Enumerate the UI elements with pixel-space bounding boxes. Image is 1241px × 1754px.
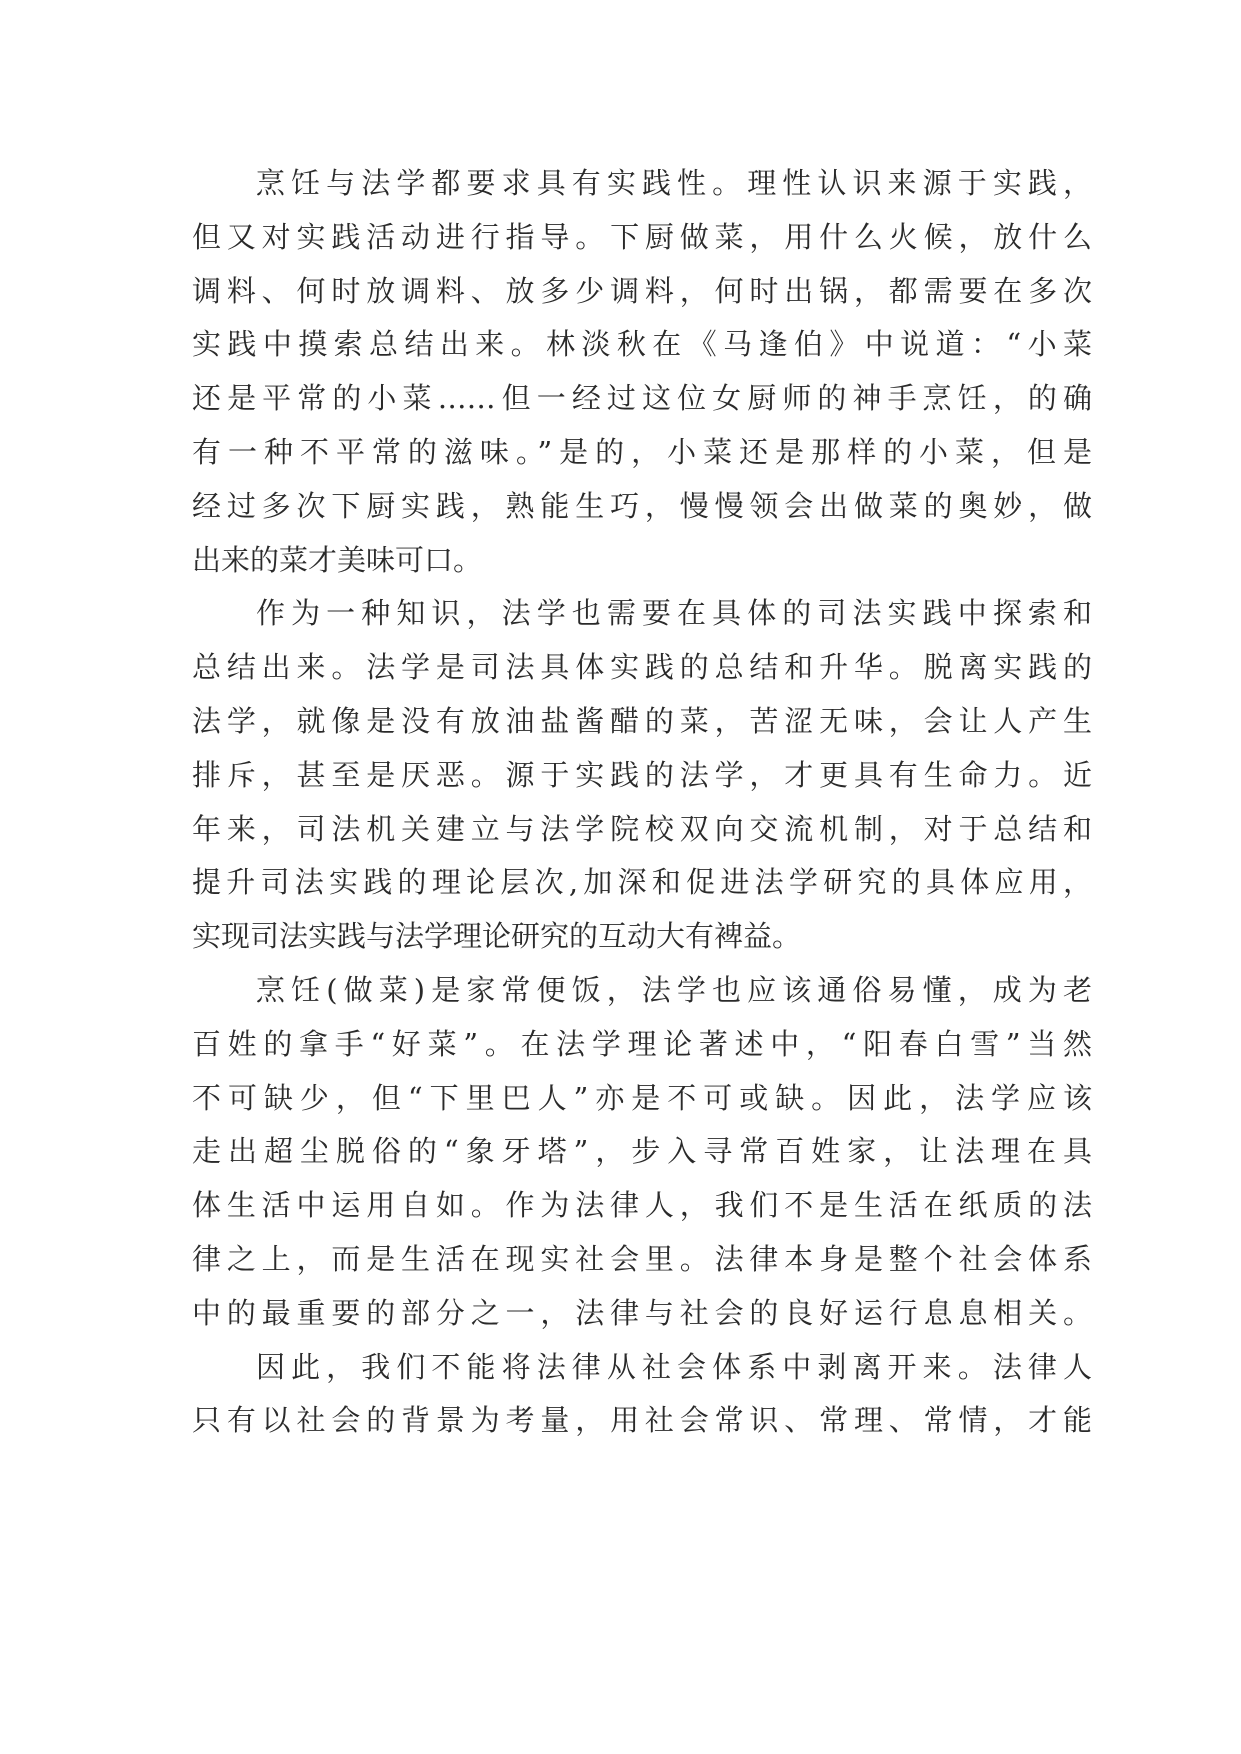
text-line: 出来的菜才美味可口。 [192, 542, 483, 577]
paragraph-4 [192, 1341, 1092, 1449]
text-line: 烹饪(做菜)是家常便饭，法学也应该通俗易懂，成为老 [256, 972, 1092, 1007]
text-line: 作为一种知识，法学也需要在具体的司法实践中探索和 [256, 596, 1092, 631]
text-line: 百姓的拿手“好菜”。在法学理论著述中，“阳春白雪”当然 [192, 1026, 1092, 1061]
text-line: 烹饪与法学都要求具有实践性。理性认识来源于实践， [256, 166, 1092, 200]
text-line: 排斥，甚至是厌恶。源于实践的法学，才更具有生命力。近 [192, 757, 1092, 792]
text-line: 还是平常的小菜……但一经过这位女厨师的神手烹饪，的确 [192, 381, 1092, 416]
text-line: 实践中摸索总结出来。林淡秋在《马逢伯》中说道：“小菜 [192, 327, 1092, 362]
text-line: 经过多次下厨实践，熟能生巧，慢慢领会出做菜的奥妙，做 [192, 488, 1092, 523]
text-line: 但又对实践活动进行指导。下厨做菜，用什么火候，放什么 [192, 219, 1092, 254]
text-line: 提升司法实践的理论层次,加深和促进法学研究的具体应用， [192, 865, 1092, 900]
text-line: 调料、何时放调料、放多少调料，何时出锅，都需要在多次 [192, 273, 1092, 308]
text-line: 律之上，而是生活在现实社会里。法律本身是整个社会体系 [192, 1241, 1092, 1276]
paragraph-3 [192, 964, 1092, 1341]
paragraph-1 [192, 157, 1092, 587]
text-line: 因此，我们不能将法律从社会体系中剥离开来。法律人 [256, 1349, 1092, 1384]
text-line: 走出超尘脱俗的“象牙塔”，步入寻常百姓家，让法理在具 [192, 1134, 1092, 1169]
text-line: 法学，就像是没有放油盐酱醋的菜，苦涩无味，会让人产生 [192, 703, 1092, 738]
text-line: 体生活中运用自如。作为法律人，我们不是生活在纸质的法 [192, 1188, 1092, 1223]
body-text [192, 157, 1092, 1448]
text-line: 中的最重要的部分之一，法律与社会的良好运行息息相关。 [192, 1295, 1092, 1330]
text-line: 不可缺少，但“下里巴人”亦是不可或缺。因此，法学应该 [192, 1080, 1092, 1115]
text-line: 总结出来。法学是司法具体实践的总结和升华。脱离实践的 [192, 650, 1092, 685]
text-line: 有一种不平常的滋味。”是的，小菜还是那样的小菜，但是 [192, 434, 1092, 469]
text-line: 只有以社会的背景为考量，用社会常识、常理、常情，才能 [192, 1403, 1092, 1438]
paragraph-2 [192, 587, 1092, 964]
text-line: 实现司法实践与法学理论研究的互动大有裨益。 [192, 919, 802, 954]
text-line: 年来，司法机关建立与法学院校双向交流机制，对于总结和 [192, 811, 1092, 846]
